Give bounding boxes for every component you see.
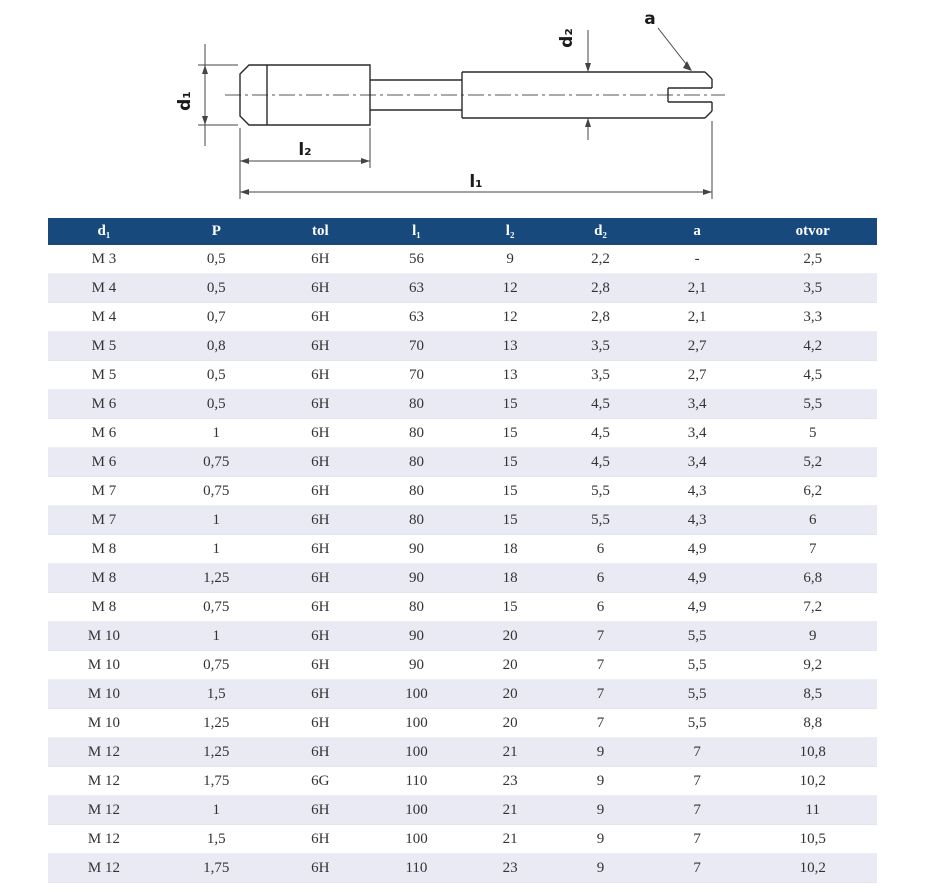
table-cell: 5,5 [646, 709, 749, 738]
table-cell: 23 [465, 854, 555, 883]
table-cell: 7 [555, 680, 645, 709]
table-cell: M 5 [48, 361, 160, 390]
table-cell: 9,2 [748, 651, 877, 680]
table-cell: 3,3 [748, 303, 877, 332]
table-cell: 15 [465, 593, 555, 622]
table-head [48, 218, 877, 245]
dimension-arrows [202, 61, 712, 195]
table-cell: 0,5 [160, 245, 273, 274]
table-cell: 10,8 [748, 738, 877, 767]
table-cell: 6H [273, 825, 368, 854]
table-cell: 12 [465, 274, 555, 303]
table-row [48, 390, 877, 419]
table-cell: 5,5 [555, 506, 645, 535]
table-cell: 7 [646, 767, 749, 796]
table-cell: 8,8 [748, 709, 877, 738]
label-d2: d₂ [557, 28, 577, 48]
table-cell: M 6 [48, 448, 160, 477]
table-cell: 0,75 [160, 477, 273, 506]
table-row [48, 593, 877, 622]
table-cell: M 5 [48, 332, 160, 361]
table-cell: 5,5 [646, 622, 749, 651]
table-cell: 1 [160, 622, 273, 651]
table-cell: 1 [160, 535, 273, 564]
table-cell: 6H [273, 709, 368, 738]
column-header: P [160, 218, 273, 245]
table-cell: 4,5 [555, 419, 645, 448]
table-row [48, 651, 877, 680]
table-row [48, 709, 877, 738]
table-cell: 6,8 [748, 564, 877, 593]
table-cell: 100 [368, 825, 465, 854]
table-cell: M 10 [48, 709, 160, 738]
table-cell: 5,5 [646, 680, 749, 709]
table-cell: 15 [465, 477, 555, 506]
table-cell: 18 [465, 535, 555, 564]
table-cell: 7 [646, 825, 749, 854]
table-cell: 0,75 [160, 593, 273, 622]
table-cell: 2,2 [555, 245, 645, 274]
table-cell: 10,5 [748, 825, 877, 854]
table-cell: 80 [368, 477, 465, 506]
label-l2: l₂ [298, 140, 312, 160]
table-cell: 4,2 [748, 332, 877, 361]
table-row [48, 477, 877, 506]
table-cell: 4,3 [646, 477, 749, 506]
table-cell: 23 [465, 767, 555, 796]
table-cell: 6H [273, 564, 368, 593]
table-cell: 90 [368, 564, 465, 593]
table-cell: 20 [465, 651, 555, 680]
table-cell: 6G [273, 767, 368, 796]
table-cell: M 4 [48, 274, 160, 303]
table-cell: 3,4 [646, 419, 749, 448]
table-cell: 6H [273, 390, 368, 419]
table-cell: M 8 [48, 593, 160, 622]
table-row [48, 825, 877, 854]
table-cell: 6H [273, 680, 368, 709]
column-header: d₂ [555, 218, 645, 245]
tap-spec-table [48, 218, 877, 883]
table-cell: 20 [465, 622, 555, 651]
table-cell: 0,7 [160, 303, 273, 332]
table-cell: 6 [555, 564, 645, 593]
table-cell: 6H [273, 796, 368, 825]
table-cell: 6 [555, 535, 645, 564]
table-body [48, 245, 877, 883]
table-cell: 9 [465, 245, 555, 274]
table-cell: 6H [273, 419, 368, 448]
label-d1: d₁ [175, 91, 195, 111]
table-cell: 7 [748, 535, 877, 564]
table-row [48, 245, 877, 274]
table-cell: 3,4 [646, 448, 749, 477]
table-cell: 0,5 [160, 361, 273, 390]
table-cell: 5,5 [646, 651, 749, 680]
table-cell: 5 [748, 419, 877, 448]
table-row [48, 448, 877, 477]
table-cell: 7 [646, 796, 749, 825]
table-row [48, 361, 877, 390]
table-cell: 2,1 [646, 303, 749, 332]
table-cell: 4,5 [555, 390, 645, 419]
table-cell: 2,7 [646, 361, 749, 390]
table-cell: 15 [465, 390, 555, 419]
table-cell: 7 [646, 738, 749, 767]
table-cell: 9 [555, 767, 645, 796]
table-row [48, 680, 877, 709]
table-cell: 1 [160, 796, 273, 825]
table-cell: 7 [555, 651, 645, 680]
table-cell: 21 [465, 825, 555, 854]
table-cell: 6 [555, 593, 645, 622]
table-cell: M 10 [48, 680, 160, 709]
table-cell: 11 [748, 796, 877, 825]
table-cell: 0,5 [160, 274, 273, 303]
table-cell: M 12 [48, 738, 160, 767]
table-cell: M 10 [48, 651, 160, 680]
table-cell: 9 [555, 738, 645, 767]
table-cell: 2,8 [555, 274, 645, 303]
table-cell: 13 [465, 332, 555, 361]
table-cell: 2,5 [748, 245, 877, 274]
table-cell: 1,75 [160, 854, 273, 883]
table-cell: 7 [646, 854, 749, 883]
table-cell: 8,5 [748, 680, 877, 709]
table-cell: 3,5 [555, 332, 645, 361]
table-cell: 90 [368, 651, 465, 680]
column-header: d₁ [48, 218, 160, 245]
table-cell: 4,5 [748, 361, 877, 390]
table-cell: 6H [273, 361, 368, 390]
table-cell: 0,75 [160, 448, 273, 477]
table-cell: 56 [368, 245, 465, 274]
table-cell: 0,5 [160, 390, 273, 419]
table-cell: 110 [368, 854, 465, 883]
column-header: l₁ [368, 218, 465, 245]
table-cell: 12 [465, 303, 555, 332]
table-cell: 20 [465, 709, 555, 738]
table-cell: 100 [368, 709, 465, 738]
table-cell: 4,5 [555, 448, 645, 477]
table-head-row [48, 218, 877, 245]
table-cell: 15 [465, 448, 555, 477]
table-cell: 7 [555, 709, 645, 738]
table-cell: M 3 [48, 245, 160, 274]
table-cell: 80 [368, 506, 465, 535]
table-cell: 5,5 [748, 390, 877, 419]
table-cell: 6H [273, 332, 368, 361]
table-row [48, 796, 877, 825]
table-cell: 6H [273, 477, 368, 506]
table-cell: 1,75 [160, 767, 273, 796]
column-header: otvor [748, 218, 877, 245]
table-cell: 18 [465, 564, 555, 593]
table-cell: M 10 [48, 622, 160, 651]
table-cell: 9 [748, 622, 877, 651]
table-cell: M 6 [48, 419, 160, 448]
table-cell: 6H [273, 535, 368, 564]
table-cell: M 4 [48, 303, 160, 332]
table-cell: - [646, 245, 749, 274]
table-cell: 6H [273, 854, 368, 883]
table-cell: 20 [465, 680, 555, 709]
table-row [48, 535, 877, 564]
table-cell: 80 [368, 419, 465, 448]
table-cell: 1 [160, 506, 273, 535]
label-a: a [644, 9, 656, 29]
table-row [48, 738, 877, 767]
table-cell: 70 [368, 332, 465, 361]
table-cell: 21 [465, 796, 555, 825]
table-row [48, 767, 877, 796]
table-cell: M 12 [48, 767, 160, 796]
table-cell: 90 [368, 622, 465, 651]
table-cell: 1,25 [160, 564, 273, 593]
tap-drawing-svg [0, 0, 925, 210]
table-row [48, 622, 877, 651]
table-cell: 7 [555, 622, 645, 651]
table-cell: 15 [465, 419, 555, 448]
table-cell: 6H [273, 593, 368, 622]
table-cell: 2,1 [646, 274, 749, 303]
table-cell: M 7 [48, 477, 160, 506]
table-cell: M 7 [48, 506, 160, 535]
table-cell: 63 [368, 274, 465, 303]
table-cell: 1,5 [160, 680, 273, 709]
dimension-lines [198, 28, 712, 199]
table-cell: 110 [368, 767, 465, 796]
table-cell: M 12 [48, 825, 160, 854]
table-cell: M 12 [48, 796, 160, 825]
table-cell: 3,4 [646, 390, 749, 419]
table-cell: 6 [748, 506, 877, 535]
table-cell: 1,5 [160, 825, 273, 854]
table-cell: 100 [368, 680, 465, 709]
table-cell: 15 [465, 506, 555, 535]
table-cell: 6H [273, 274, 368, 303]
table-cell: M 12 [48, 854, 160, 883]
table-cell: 3,5 [748, 274, 877, 303]
table-cell: 1 [160, 419, 273, 448]
table-cell: 70 [368, 361, 465, 390]
column-header: l₂ [465, 218, 555, 245]
table-cell: 0,75 [160, 651, 273, 680]
table-cell: 63 [368, 303, 465, 332]
table-cell: 4,9 [646, 593, 749, 622]
table-row [48, 332, 877, 361]
table-cell: M 8 [48, 535, 160, 564]
table-cell: 0,8 [160, 332, 273, 361]
table-cell: 100 [368, 738, 465, 767]
table-cell: 80 [368, 390, 465, 419]
table-cell: 4,3 [646, 506, 749, 535]
table-cell: 5,2 [748, 448, 877, 477]
table-cell: 13 [465, 361, 555, 390]
table-cell: 6H [273, 651, 368, 680]
table-cell: 4,9 [646, 564, 749, 593]
table-cell: 6H [273, 245, 368, 274]
table-cell: 100 [368, 796, 465, 825]
tap-technical-drawing [0, 0, 925, 210]
table-cell: 3,5 [555, 361, 645, 390]
table-cell: 6,2 [748, 477, 877, 506]
table-cell: 6H [273, 506, 368, 535]
column-header: a [646, 218, 749, 245]
table-row [48, 274, 877, 303]
table-cell: 1,25 [160, 709, 273, 738]
table-row [48, 506, 877, 535]
table-cell: 80 [368, 593, 465, 622]
table-row [48, 419, 877, 448]
table-cell: 5,5 [555, 477, 645, 506]
table-row [48, 854, 877, 883]
table-cell: 6H [273, 738, 368, 767]
table-cell: 21 [465, 738, 555, 767]
table-cell: 6H [273, 448, 368, 477]
table-cell: 2,7 [646, 332, 749, 361]
table-cell: 90 [368, 535, 465, 564]
table-cell: 2,8 [555, 303, 645, 332]
table-cell: 9 [555, 796, 645, 825]
table-cell: 1,25 [160, 738, 273, 767]
table-cell: M 6 [48, 390, 160, 419]
table-row [48, 303, 877, 332]
table-cell: M 8 [48, 564, 160, 593]
table-cell: 6H [273, 303, 368, 332]
table-row [48, 564, 877, 593]
label-l1: l₁ [469, 172, 483, 192]
table-cell: 4,9 [646, 535, 749, 564]
table-cell: 7,2 [748, 593, 877, 622]
table-cell: 6H [273, 622, 368, 651]
table-cell: 10,2 [748, 767, 877, 796]
column-header: tol [273, 218, 368, 245]
table-cell: 9 [555, 825, 645, 854]
table-cell: 9 [555, 854, 645, 883]
table-cell: 80 [368, 448, 465, 477]
table-cell: 10,2 [748, 854, 877, 883]
